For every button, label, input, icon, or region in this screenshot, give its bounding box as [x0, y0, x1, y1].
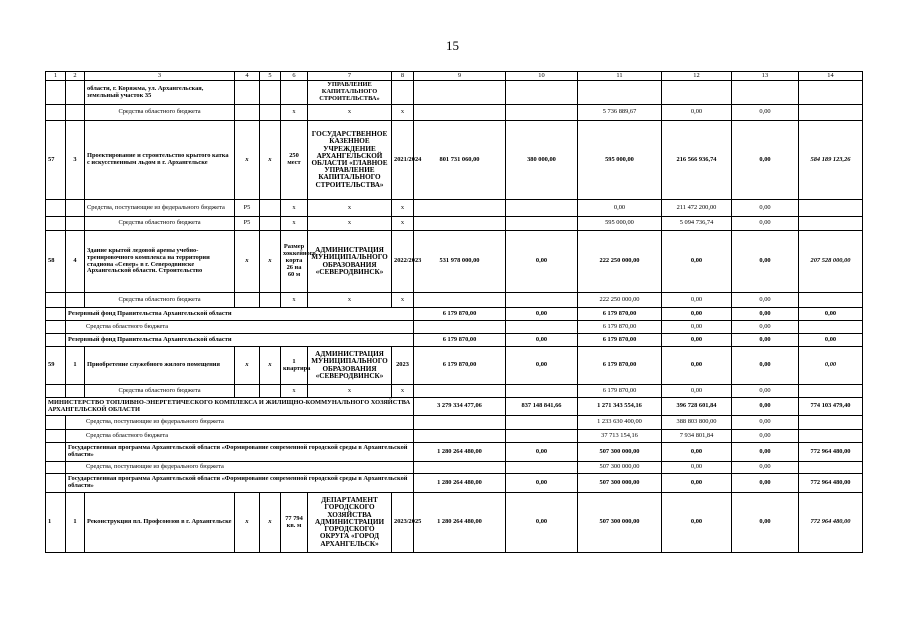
capacity: 1 квартира — [281, 347, 308, 385]
funding-source: Средства областного бюджета — [85, 217, 235, 231]
table-row: Средства областного бюджета х х х 6 179 870,00 0,00 0,00 — [46, 385, 863, 398]
row-number: 59 — [46, 347, 66, 385]
years: 2022/2023 — [392, 231, 414, 293]
header-cell: 10 — [506, 72, 578, 81]
table-row: Средства, поступающие из федерального бюджета 507 300 000,00 0,00 0,00 — [46, 462, 863, 474]
object-name: области, г. Коряжма, ул. Архангельская, земельный участок 35 — [85, 81, 235, 105]
funding-source: Средства, поступающие из федерального бюджета — [85, 200, 235, 217]
section-title: Резервный фонд Правительства Архангельской области — [66, 308, 414, 321]
table-row: Средства областного бюджета 37 713 154,16 7 934 801,84 0,00 — [46, 430, 863, 443]
years: 2021/2024 — [392, 121, 414, 200]
funding-source: Средства областного бюджета — [66, 321, 414, 334]
header-cell: 13 — [732, 72, 799, 81]
object-name: Здание крытой ледовой арены учебно-тренировочного комплекса на территории стадиона «Север» в г. Северодвинске Архангельской области. Строительство — [85, 231, 235, 293]
table-row: Средства, поступающие из федерального бюджета P5 х х х 0,00 211 472 200,00 0,00 — [46, 200, 863, 217]
funding-source: Средства областного бюджета — [85, 105, 235, 121]
agency-name: ГОСУДАРСТВЕННОЕ КАЗЕННОЕ УЧРЕЖДЕНИЕ АРХАНГЕЛЬСКОЙ ОБЛАСТИ «ГЛАВНОЕ УПРАВЛЕНИЕ КАПИТАЛЬНОГО СТРОИТЕЛЬСТВА» — [308, 121, 392, 200]
header-cell: 6 — [281, 72, 308, 81]
table-row: Государственная программа Архангельской области «Формирование современной городской среды в Архангельской области» 1 280 264 480,00 0,00 507 300 000,00 0,00 0,00 772 964 480,00 — [46, 443, 863, 462]
table-row: Средства областного бюджета х х х 222 250 000,00 0,00 0,00 — [46, 293, 863, 308]
section-title: Государственная программа Архангельской области «Формирование современной городской среды в Архангельской области» — [66, 474, 414, 493]
header-cell: 14 — [799, 72, 863, 81]
table-row: Средства областного бюджета х х х 5 736 889,67 0,00 0,00 — [46, 105, 863, 121]
row-number: 57 — [46, 121, 66, 200]
table-row: МИНИСТЕРСТВО ТОПЛИВНО-ЭНЕРГЕТИЧЕСКОГО КОМПЛЕКСА И ЖИЛИЩНО-КОММУНАЛЬНОГО ХОЗЯЙСТВА АРХАНГЕЛЬСКОЙ ОБЛАСТИ 3 279 334 477,06 837 148 841,66 1 271 343 554,16 396 728 601,84 0,00 774 103 479,40 — [46, 398, 863, 416]
header-cell: 3 — [85, 72, 235, 81]
row-number: 58 — [46, 231, 66, 293]
years: 2023/2025 — [392, 493, 414, 553]
sub-number: 1 — [66, 347, 85, 385]
header-cell: 2 — [66, 72, 85, 81]
funding-source: Средства областного бюджета — [85, 293, 235, 308]
header-cell: 4 — [235, 72, 260, 81]
page-number: 15 — [446, 38, 459, 53]
header-cell: 12 — [662, 72, 732, 81]
table-row: 57 3 Проектирование и строительство крытого катка с искусственным льдом в г. Архангельске х х 250 мест ГОСУДАРСТВЕННОЕ КАЗЕННОЕ УЧРЕЖДЕНИЕ АРХАНГЕЛЬСКОЙ ОБЛАСТИ «ГЛАВНОЕ УПРАВЛЕНИЕ КАПИТАЛЬНОГО СТРОИТЕЛЬСТВА» 2021/2024 801 731 060,00 380 000,00 595 000,00 216 566 936,74 0,00 584 189 123,26 — [46, 121, 863, 200]
header-row — [46, 72, 863, 81]
header-cell: 7 — [308, 72, 392, 81]
years: 2023 — [392, 347, 414, 385]
table-row: Средства, поступающие из федерального бюджета 1 233 630 400,00 388 803 800,00 0,00 — [46, 416, 863, 430]
section-title: Государственная программа Архангельской области «Формирование современной городской среды в Архангельской области» — [66, 443, 414, 462]
capacity: Размер хоккейного корта 26 на 60 м — [281, 231, 308, 293]
table-row: Средства областного бюджета P5 х х х 595 000,00 5 094 736,74 0,00 — [46, 217, 863, 231]
header-cell: 8 — [392, 72, 414, 81]
table-row: Резервный фонд Правительства Архангельской области 6 179 870,00 0,00 6 179 870,00 0,00 0,00 0,00 — [46, 334, 863, 347]
table-row: Резервный фонд Правительства Архангельской области 6 179 870,00 0,00 6 179 870,00 0,00 0,00 0,00 — [46, 308, 863, 321]
funding-source: Средства, поступающие из федерального бюджета — [66, 462, 414, 474]
table-row: 58 4 Здание крытой ледовой арены учебно-тренировочного комплекса на территории стадиона «Север» в г. Северодвинске Архангельской области. Строительство х х Размер хоккейного корта 26 на 60 м АДМИНИСТРАЦИЯ МУНИЦИПАЛЬНОГО ОБРАЗОВАНИЯ «СЕВЕРОДВИНСК» 2022/2023 531 978 000,00 0,00 222 250 000,00 0,00 0,00 207 528 000,00 — [46, 231, 863, 293]
capacity: 77 794 кв. м — [281, 493, 308, 553]
table-row: 1 1 Реконструкция пл. Профсоюзов в г. Архангельске х х 77 794 кв. м ДЕПАРТАМЕНТ ГОРОДСКОГО ХОЗЯЙСТВА АДМИНИСТРАЦИИ ГОРОДСКОГО ОКРУГА «ГОРОД АРХАНГЕЛЬСК» 2023/2025 1 280 264 480,00 0,00 507 300 000,00 0,00 0,00 772 964 480,00 — [46, 493, 863, 553]
sub-number: 3 — [66, 121, 85, 200]
header-cell: 11 — [578, 72, 662, 81]
funding-source: Средства областного бюджета — [66, 430, 414, 443]
funding-source: Средства областного бюджета — [85, 385, 235, 398]
header-cell: 5 — [260, 72, 281, 81]
agency-name: АДМИНИСТРАЦИЯ МУНИЦИПАЛЬНОГО ОБРАЗОВАНИЯ «СЕВЕРОДВИНСК» — [308, 231, 392, 293]
header-cell: 9 — [414, 72, 506, 81]
section-title: Резервный фонд Правительства Архангельской области — [66, 334, 414, 347]
object-name: Реконструкция пл. Профсоюзов в г. Архангельске — [85, 493, 235, 553]
funding-source: Средства, поступающие из федерального бюджета — [66, 416, 414, 430]
agency-name: АДМИНИСТРАЦИЯ МУНИЦИПАЛЬНОГО ОБРАЗОВАНИЯ «СЕВЕРОДВИНСК» — [308, 347, 392, 385]
table-row — [46, 81, 863, 105]
sub-number: 1 — [66, 493, 85, 553]
table-row: Государственная программа Архангельской области «Формирование современной городской среды в Архангельской области» 1 280 264 480,00 0,00 507 300 000,00 0,00 0,00 772 964 480,00 — [46, 474, 863, 493]
row-number: 1 — [46, 493, 66, 553]
object-name: Приобретение служебного жилого помещения — [85, 347, 235, 385]
table-row: 59 1 Приобретение служебного жилого помещения х х 1 квартира АДМИНИСТРАЦИЯ МУНИЦИПАЛЬНОГО ОБРАЗОВАНИЯ «СЕВЕРОДВИНСК» 2023 6 179 870,00 0,00 6 179 870,00 0,00 0,00 0,00 — [46, 347, 863, 385]
object-name: Проектирование и строительство крытого катка с искусственным льдом в г. Архангельске — [85, 121, 235, 200]
header-cell: 1 — [46, 72, 66, 81]
agency-name: ДЕПАРТАМЕНТ ГОРОДСКОГО ХОЗЯЙСТВА АДМИНИСТРАЦИИ ГОРОДСКОГО ОКРУГА «ГОРОД АРХАНГЕЛЬСК» — [308, 493, 392, 553]
budget-table — [45, 71, 863, 553]
capacity: 250 мест — [281, 121, 308, 200]
sub-number: 4 — [66, 231, 85, 293]
table-row: Средства областного бюджета 6 179 870,00 0,00 0,00 — [46, 321, 863, 334]
agency-name: УПРАВЛЕНИЕ КАПИТАЛЬНОГО СТРОИТЕЛЬСТВА» — [308, 81, 392, 105]
section-title: МИНИСТЕРСТВО ТОПЛИВНО-ЭНЕРГЕТИЧЕСКОГО КОМПЛЕКСА И ЖИЛИЩНО-КОММУНАЛЬНОГО ХОЗЯЙСТВА АРХАНГЕЛЬСКОЙ ОБЛАСТИ — [46, 398, 414, 416]
